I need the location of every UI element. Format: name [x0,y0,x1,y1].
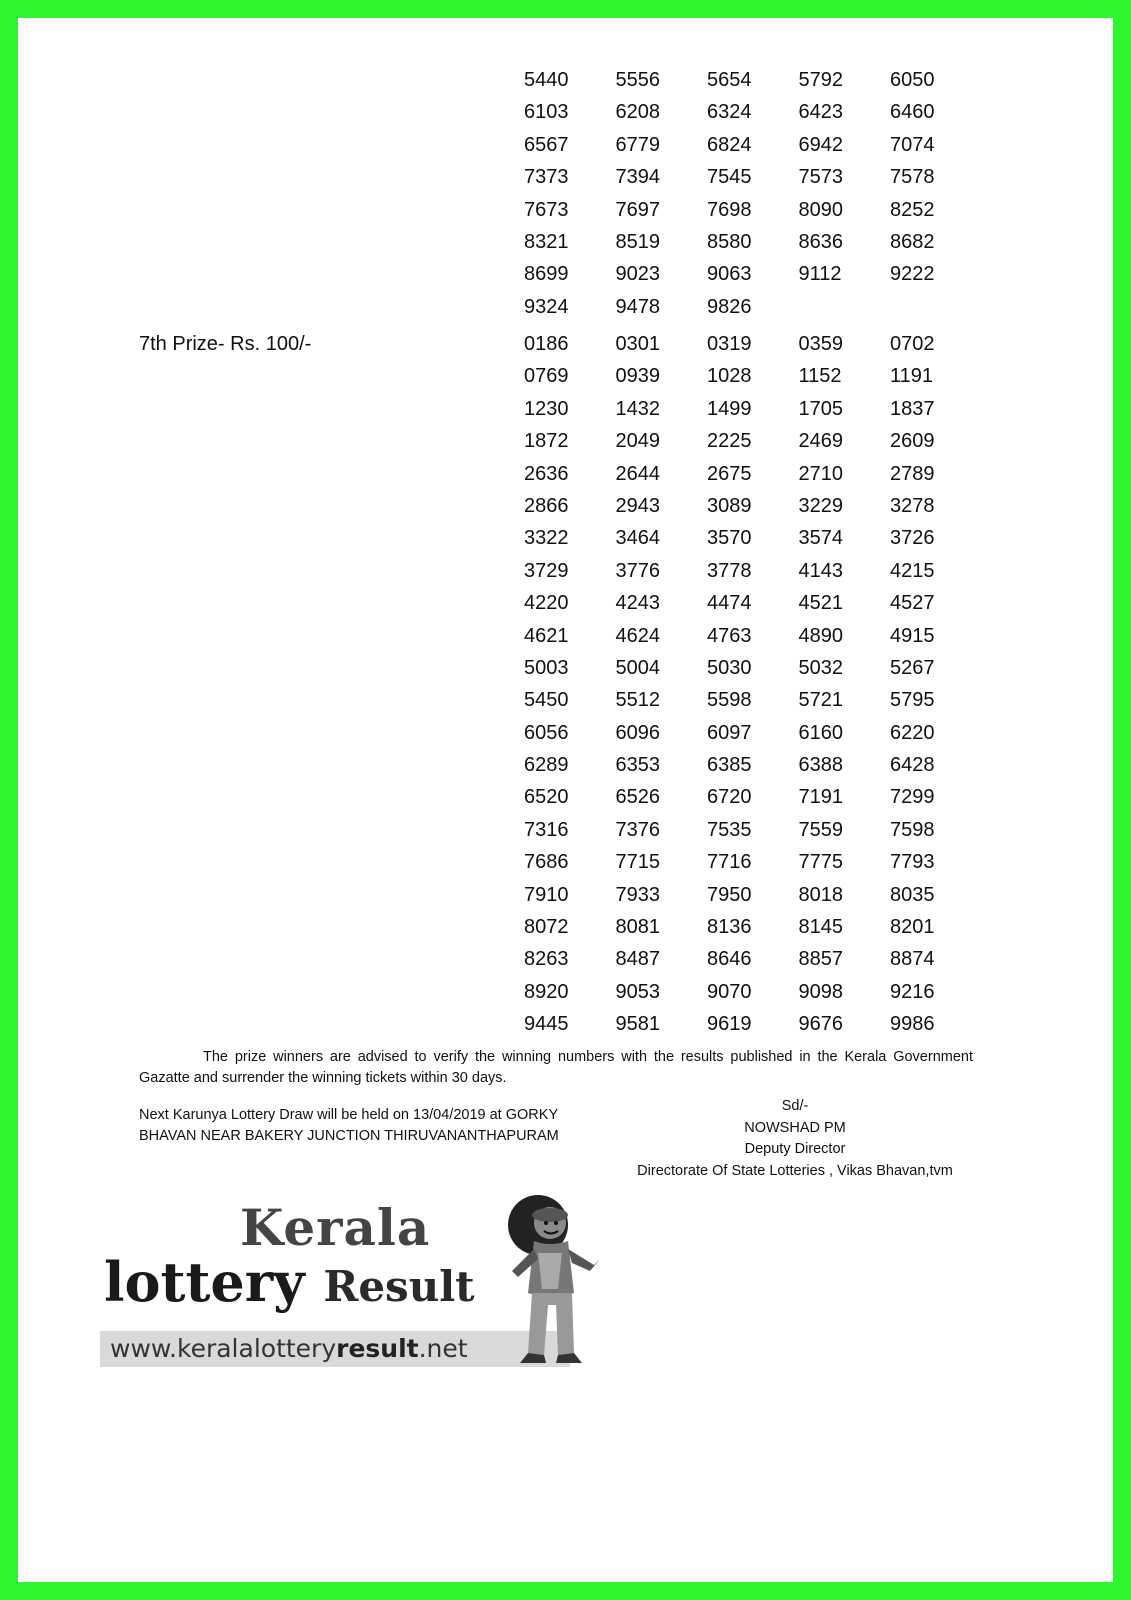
seventh-prize-number: 1499 [707,397,752,420]
seventh-prize-number: 9581 [615,1013,660,1036]
continued-prize-number: 9023 [615,263,660,286]
seventh-prize-number: 6526 [615,786,660,809]
continued-prize-number: 8636 [798,230,843,253]
continued-prize-number: 6103 [524,101,569,124]
seventh-prize-number: 6428 [890,754,935,777]
seventh-prize-number: 7793 [890,851,935,874]
signature-block [630,1096,960,1182]
continued-prize-number: 7373 [524,166,569,189]
seventh-prize-number: 6720 [707,786,752,809]
seventh-prize-number: 3322 [524,527,569,550]
seventh-prize-number: 1872 [524,430,569,453]
seventh-prize-number: 5004 [615,656,660,679]
seventh-prize-number: 1191 [890,365,934,388]
seventh-prize-number: 6097 [707,721,752,744]
seventh-prize-number: 9676 [798,1013,843,1036]
seventh-prize-number: 4890 [798,624,843,647]
seventh-prize-number: 2644 [615,462,660,485]
seventh-prize-number: 3464 [615,527,660,550]
seventh-prize-number: 6096 [615,721,660,744]
seventh-prize-number: 6289 [524,754,569,777]
seventh-prize-number: 2469 [798,430,843,453]
seventh-prize-number: 8035 [890,883,935,906]
next-draw-line-1: Next Karunya Lottery Draw will be held on 13/04/2019 at GORKY [139,1107,559,1123]
continued-prize-number: 9826 [707,295,752,318]
seventh-prize-number: 1837 [890,397,935,420]
seventh-prize-number: 5267 [890,656,935,679]
continued-prize-number: 6324 [707,101,752,124]
seventh-prize-number: 8081 [615,916,660,939]
seventh-prize-number: 0939 [615,365,660,388]
seventh-prize-number: 3776 [615,559,660,582]
seventh-prize-number: 5795 [890,689,935,712]
seventh-prize-number: 7535 [707,818,752,841]
continued-prize-number: 8519 [615,230,660,253]
seventh-prize-number: 5030 [707,656,752,679]
continued-prize-number: 8090 [798,198,843,221]
seventh-prize-number: 5598 [707,689,752,712]
logo-result-text: Result [323,1262,475,1311]
seventh-prize-number: 7191 [798,786,843,809]
result-page [18,18,1113,1582]
signatory-designation: Deputy Director [744,1141,846,1157]
seventh-prize-number: 4621 [524,624,569,647]
seventh-prize-number: 0702 [890,333,935,355]
continued-prize-number: 7578 [890,166,935,189]
continued-prize-number: 7673 [524,198,569,221]
seventh-prize-number: 7598 [890,818,935,841]
seventh-prize-number: 6220 [890,721,935,744]
seventh-prize-number: 8145 [798,916,843,939]
seventh-prize-number: 7376 [615,818,660,841]
seventh-prize-number: 7316 [524,818,569,841]
seventh-prize-number: 8487 [615,948,660,971]
seventh-prize-number: 5032 [798,656,843,679]
seventh-prize-number: 3229 [798,494,843,517]
seventh-prize-number: 9216 [890,980,935,1003]
seventh-prize-number: 8201 [890,916,935,939]
seventh-prize-number: 8920 [524,980,569,1003]
logo-word-lottery [104,1250,475,1314]
seventh-prize-number: 3089 [707,494,752,517]
seventh-prize-number: 6056 [524,721,569,744]
seventh-prize-number: 0319 [707,333,752,355]
seventh-prize-number: 3729 [524,559,569,582]
continued-prize-number: 5654 [707,69,752,91]
continued-prize-number: 7573 [798,166,843,189]
seventh-prize-numbers [524,328,982,1041]
seventh-prize-label: 7th Prize- Rs. 100/- [139,333,312,355]
logo-word-kerala: Kerala [240,1198,431,1257]
continued-prize-number: 6460 [890,101,935,124]
seventh-prize-number: 8072 [524,916,569,939]
seventh-prize-number: 7686 [524,851,569,874]
seventh-prize-number: 3726 [890,527,935,550]
continued-prize-number: 8682 [890,230,935,253]
signatory-name: NOWSHAD PM [744,1119,846,1136]
seventh-prize-number: 4220 [524,592,569,615]
seventh-prize-number: 4763 [707,624,752,647]
continued-prize-number: 5440 [524,69,569,91]
seventh-prize-number: 2049 [615,430,660,453]
seventh-prize-number: 4527 [890,592,935,615]
continued-prize-number: 7698 [707,198,752,221]
seventh-prize-number: 5450 [524,689,569,712]
continued-prize-number: 6208 [615,101,660,124]
next-draw-info [139,1105,599,1147]
seventh-prize-number: 7716 [707,851,752,874]
seventh-prize-number: 4474 [707,592,752,615]
seventh-prize-number: 7933 [615,883,660,906]
seventh-prize-number: 2609 [890,430,935,453]
continued-prize-number: 6779 [615,133,660,156]
seventh-prize-number: 8018 [798,883,843,906]
seventh-prize-number: 7715 [615,851,660,874]
continued-prize-number: 8699 [524,263,569,286]
seventh-prize-number: 2636 [524,462,569,485]
seventh-prize-number: 3778 [707,559,752,582]
continued-prize-number: 7545 [707,166,752,189]
seventh-prize-number: 2943 [615,494,660,517]
seventh-prize-number: 7299 [890,786,935,809]
continued-prize-number: 9112 [798,263,842,286]
seventh-prize-number: 9445 [524,1013,569,1036]
seventh-prize-number: 3570 [707,527,752,550]
seventh-prize-number: 0186 [524,333,569,355]
next-draw-line-2: BHAVAN NEAR BAKERY JUNCTION THIRUVANANTHAPURAM [139,1128,559,1144]
seventh-prize-number: 9070 [707,980,752,1003]
seventh-prize-number: 6388 [798,754,843,777]
seventh-prize-number: 6520 [524,786,569,809]
kerala-lottery-result-logo [100,1193,620,1378]
seventh-prize-number: 2866 [524,494,569,517]
seventh-prize-number: 2789 [890,462,935,485]
logo-url-suffix: .net [418,1334,468,1363]
seventh-prize-number: 7910 [524,883,569,906]
seventh-prize-number: 3574 [798,527,843,550]
continued-prize-number: 8580 [707,230,752,253]
continued-prize-number: 6567 [524,133,569,156]
seventh-prize-number: 6353 [615,754,660,777]
seventh-prize-number: 2710 [798,462,843,485]
logo-url-prefix: www.keralalottery [110,1334,337,1363]
logo-url-bold: result [336,1334,419,1363]
logo-lottery-text: lottery [104,1250,305,1314]
seventh-prize-number: 7775 [798,851,843,874]
seventh-prize-number: 3278 [890,494,935,517]
seventh-prize-number: 6385 [707,754,752,777]
continued-prize-number: 9324 [524,295,569,318]
seventh-prize-number: 5721 [798,689,843,712]
seventh-prize-number: 4243 [615,592,660,615]
seventh-prize-number: 4215 [890,559,935,582]
seventh-prize-number: 7950 [707,883,752,906]
seventh-prize-number: 9053 [615,980,660,1003]
seventh-prize-number: 1152 [798,365,842,388]
seventh-prize-number: 5003 [524,656,569,679]
seventh-prize-number: 9098 [798,980,843,1003]
seventh-prize-number: 5512 [615,689,660,712]
seventh-prize-number: 1028 [707,365,752,388]
seventh-prize-number: 2675 [707,462,752,485]
winners-notice: The prize winners are advised to verify the winning numbers with the results published in the Kerala Government Gazatte and surrender the winning tickets within 30 days. [139,1049,973,1086]
signature-sd: Sd/- [781,1098,809,1114]
seventh-prize-number: 8263 [524,948,569,971]
mascot-figure-icon [498,1193,606,1368]
continued-prize-number: 7394 [615,166,660,189]
continued-prize-number: 6824 [707,133,752,156]
seventh-prize-number: 6160 [798,721,843,744]
seventh-prize-number: 9986 [890,1013,935,1036]
seventh-prize-number: 4143 [798,559,843,582]
seventh-prize-number: 4624 [615,624,660,647]
seventh-prize-number: 1432 [615,397,660,420]
continued-prize-number: 9222 [890,263,935,286]
seventh-prize-number: 0769 [524,365,569,388]
continued-prize-number: 6942 [798,133,843,156]
seventh-prize-number: 0301 [615,333,660,355]
seventh-prize-number: 2225 [707,430,752,453]
continued-prize-number: 7074 [890,133,935,156]
signatory-office: Directorate Of State Lotteries , Vikas Bhavan,tvm [637,1162,953,1179]
seventh-prize-number: 0359 [798,333,843,355]
continued-prize-number: 9063 [707,263,752,286]
continued-prize-number: 5792 [798,69,843,91]
continued-prize-number: 7697 [615,198,660,221]
seventh-prize-number: 4915 [890,624,935,647]
seventh-prize-number: 8874 [890,948,935,971]
seventh-prize-number: 8136 [707,916,752,939]
seventh-prize-number: 8857 [798,948,843,971]
seventh-prize-number: 8646 [707,948,752,971]
seventh-prize-number: 1230 [524,397,569,420]
continued-prize-number: 9478 [615,295,660,318]
continued-prize-number: 8321 [524,230,569,253]
continued-prize-number: 6423 [798,101,843,124]
continued-prize-numbers [524,64,982,323]
continued-prize-number: 6050 [890,69,935,91]
seventh-prize-number: 7559 [798,818,843,841]
seventh-prize-number: 4521 [798,592,843,615]
continued-prize-number: 5556 [615,69,660,91]
seventh-prize-number: 1705 [798,397,843,420]
continued-prize-number: 8252 [890,198,935,221]
seventh-prize-number: 9619 [707,1013,752,1036]
